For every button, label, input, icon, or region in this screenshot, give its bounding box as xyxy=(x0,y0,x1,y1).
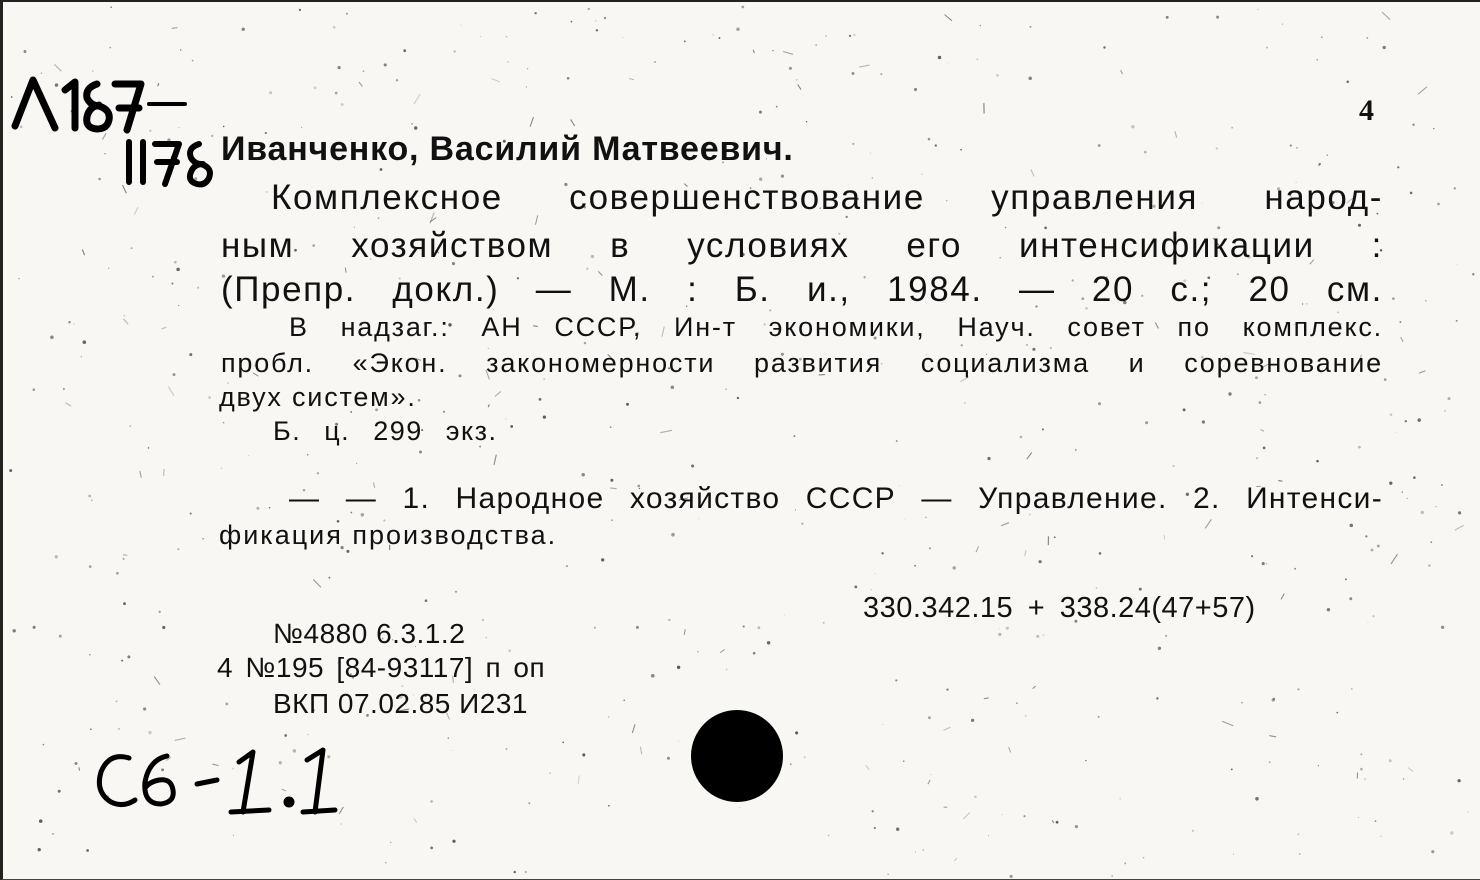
price-and-print-run: Б. ц. 299 экз. xyxy=(273,416,498,446)
record-line: 4 №195 [84-93117] п оп xyxy=(217,652,546,683)
handwritten-code xyxy=(93,740,343,830)
classification-index: 330.342.15 + 338.24(47+57) xyxy=(863,592,1256,624)
handwritten-shelfmark xyxy=(3,68,193,138)
subject-headings: фикация производства. xyxy=(219,520,558,550)
note-line: В надзаг.: АН СССР, Ин-т экономики, Науч. совет по комплекс. xyxy=(289,312,1383,342)
note-line: двух систем». xyxy=(219,382,417,412)
record-line: №4880 6.3.1.2 xyxy=(273,618,466,649)
publication-line: (Препр. докл.) — М. : Б. и., 1984. — 20 с.; 20 см. xyxy=(221,270,1383,309)
handwritten-number xyxy=(121,132,225,192)
title-line: ным хозяйством в условиях его интенсификации : xyxy=(221,226,1383,265)
record-line: ВКП 07.02.85 И231 xyxy=(273,688,529,719)
page-number: 4 xyxy=(1359,94,1374,127)
note-line: пробл. «Экон. закономерности развития социализма и соревнование xyxy=(221,348,1383,378)
punch-hole xyxy=(691,710,783,802)
author-heading: Иванченко, Василий Матвеевич. xyxy=(221,130,794,168)
title-line: Комплексное совершенствование управления народ- xyxy=(271,178,1383,217)
subject-headings: — — 1. Народное хозяйство СССР — Управление. 2. Интенси- xyxy=(289,482,1383,515)
